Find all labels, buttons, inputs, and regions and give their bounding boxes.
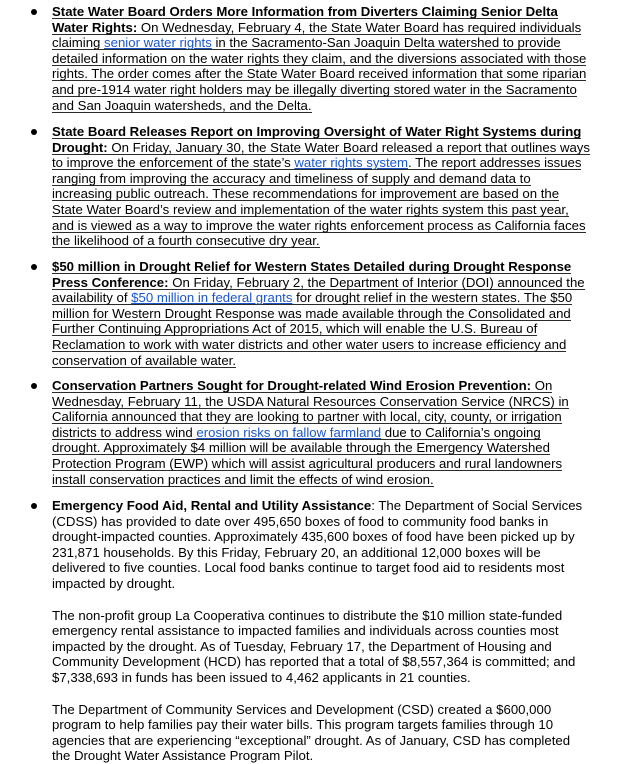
list-item: [52, 124, 592, 249]
item-title: $50 million in Drought Relief for Western States Detailed during Drought Response Press Conference:: [52, 259, 572, 290]
bullet-icon: [31, 9, 37, 15]
item-paragraph: [52, 4, 592, 113]
bullet-icon: [31, 264, 37, 270]
item-text: for drought relief in the western states. The $50 million for Western Drought Response was made available through the Consolidated and Further Continuing Appropriations Act of 2015, which will enable the U.S. Bureau of Reclamation to work with water districts and other water users to increase efficiency and conservation of available water.: [52, 290, 573, 368]
item-title: Emergency Food Aid, Rental and Utility Assistance: [52, 498, 372, 513]
item-text: in the Sacramento-San Joaquin Delta watershed to provide detailed information on the water rights they claim, and the diversions associated with those rights. The order comes after the State Water Board received information that some riparian and pre-1914 water right holders may be illegally diverting stored water in the Sacramento and San Joaquin watersheds, and the Delta.: [52, 35, 587, 113]
erosion-risks-link[interactable]: erosion risks on fallow farmland: [196, 424, 382, 440]
item-text: : The Department of Social Services (CDSS) has provided to date over 495,650 boxes of food to community food banks in drought-impacted counties. Approximately 435,600 boxes of food have been picked up by 231,871 households. By this Friday, February 20, an additional 12,000 boxes will be delivered to five counties. Local food banks continue to target food aid to residents most impacted by drought.: [52, 498, 583, 591]
item-title: State Water Board Orders More Information from Diverters Claiming Senior Delta Water Rights:: [52, 4, 558, 35]
item-text: On Friday, January 30, the State Water Board released a report that outlines ways to improve the enforcement of the state’s: [52, 139, 590, 171]
item-title: State Board Releases Report on Improving Oversight of Water Right Systems during Drought:: [52, 124, 582, 155]
list-item: [52, 378, 592, 487]
sub-paragraph: The Department of Community Services and Development (CSD) created a $600,000 program to help families pay their water bills. This program targets families through 10 agencies that are experiencing “exceptional” drought. As of January, CSD has completed the Drought Water Assistance Program Pilot.: [52, 701, 571, 764]
item-text: On Wednesday, February 4, the State Water Board has required individuals claiming: [52, 19, 582, 51]
bullet-icon: [31, 129, 37, 135]
item-paragraph: [52, 124, 592, 249]
bullet-icon: [31, 383, 37, 389]
sub-paragraph: The non-profit group La Cooperativa continues to distribute the $10 million state-funded emergency rental assistance to impacted families and individuals across counties most impacted by the drought. As of Tuesday, February 17, the Department of Housing and Community Development (HCD) has reported that a total of $8,557,364 is committed; and $7,338,693 in funds has been issued to 4,462 applicants in 21 counties.: [52, 607, 576, 685]
item-text: due to California’s ongoing drought. Approximately $4 million will be available through the Emergency Watershed Protection Program (EWP) which will assist agricultural producers and rural landowners install conservation practices and limit the effects of wind erosion.: [52, 424, 563, 487]
list-item: [52, 4, 592, 113]
item-paragraph: [52, 378, 592, 487]
item-text: . The report addresses issues ranging from improving the accuracy and timeliness of supply and demand data to increasing public outreach. These recommendations for improvement are based on the State Water Board’s review and implementation of the water rights system this past year, and is viewed as a way to improve the water rights enforcement process as California faces the likelihood of a fourth consecutive dry year.: [52, 155, 586, 249]
water-rights-system-link[interactable]: water rights system: [294, 155, 408, 171]
item-text: On Wednesday, February 11, the USDA Natural Resources Conservation Service (NRCS) in California announced that they are looking to partner with local, city, county, or irrigation districts to address wind: [52, 378, 569, 440]
list-item: [52, 498, 592, 764]
item-text: On Friday, February 2, the Department of Interior (DOI) announced the availability of: [52, 274, 585, 306]
federal-grants-link[interactable]: $50 million in federal grants: [131, 290, 293, 306]
item-paragraph: [52, 498, 592, 592]
item-paragraph: [52, 259, 592, 368]
bullet-icon: [31, 503, 37, 509]
senior-water-rights-link[interactable]: senior water rights: [104, 35, 212, 51]
list-item: [52, 259, 592, 368]
item-title: Conservation Partners Sought for Drought-related Wind Erosion Prevention:: [52, 378, 532, 393]
